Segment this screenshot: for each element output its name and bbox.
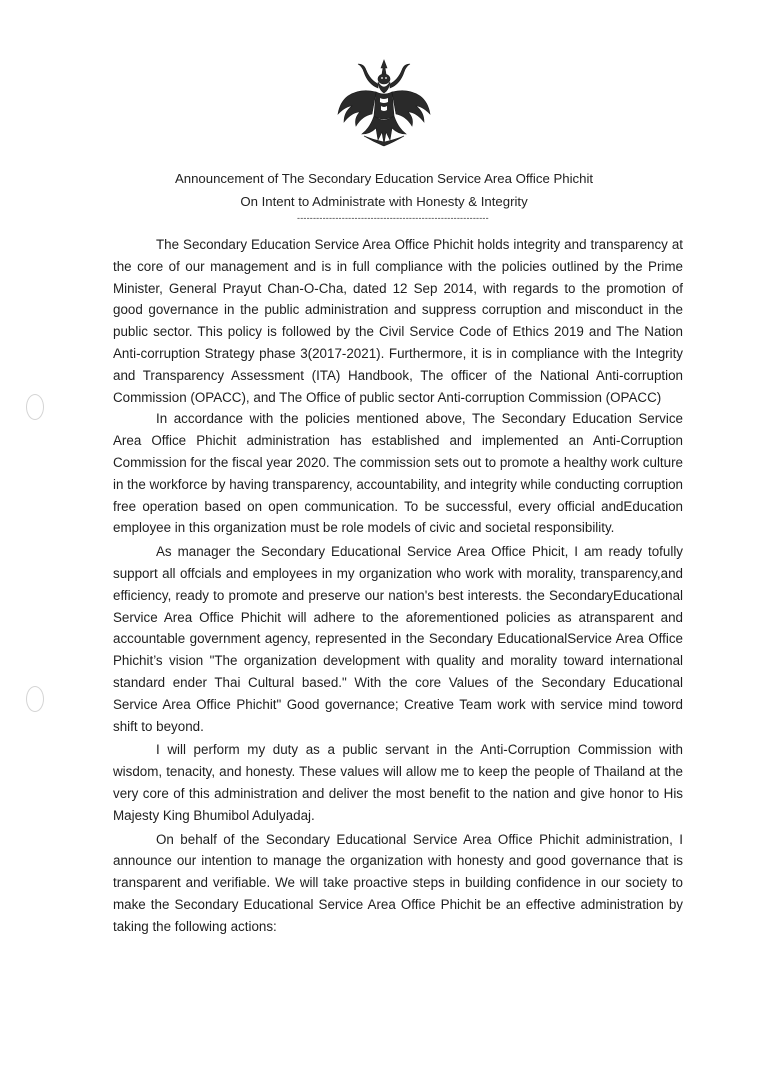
punch-hole-upper (26, 394, 44, 420)
punch-hole-lower (26, 686, 44, 712)
garuda-emblem-icon (334, 58, 434, 150)
paragraph-5: On behalf of the Secondary Educational Service Area Office Phichit administration, I announce our intention to manage the organization with honesty and good governance that is transparent and verifiable. We will take proactive steps in building confidence in our society to make the Secondary Educational Service Area Office Phichit be an effective administration by taking the following actions: (113, 831, 683, 934)
title-divider: ------------------------------------------------------------ (297, 213, 489, 223)
announcement-body (113, 234, 683, 938)
paragraph-1: The Secondary Education Service Area Office Phichit holds integrity and transparency at the core of our management and is in full compliance with the policies outlined by the Prime Minister, General Prayut Chan-O-Cha, dated 12 Sep 2014, with regards to the promotion of good governance in the public administration and suppress corruption and misconduct in the public sector. This policy is followed by the Civil Service Code of Ethics 2019 and The Nation Anti-corruption Strategy phase 3(2017-2021). Furthermore, it is in compliance with the Integrity and Transparency Assessment (ITA) Handbook, The officer of the National Anti-corruption Commission (OPACC), and The Office of public sector Anti-corruption Commission (OPACC) (113, 237, 683, 405)
paragraph-3: As manager the Secondary Educational Service Area Office Phicit, I am ready tofully support all offcials and employees in my organization who work with morality, transparency,and efficiency, ready to promote and preserve our nation's best interests. the SecondaryEducational Service Area Office Phichit will adhere to the aforementioned policies as atransparent and accountable government agency, represented in the Secondary EducationalService Area Office Phichit’s vision "The organization development with quality and morality toward international standard ender Thai Cultural based." With the core Values of the Secondary Educational Service Area Office Phichit" Good governance; Creative Team work with service mind toword shift to beyond. (113, 544, 683, 734)
announcement-title: Announcement of The Secondary Education Service Area Office Phichit (174, 171, 594, 186)
paragraph-2: In accordance with the policies mentioned above, The Secondary Education Service Area Office Phichit administration has established and implemented an Anti-Corruption Commission for the fiscal year 2020. The commission sets out to promote a healthy work culture in the workforce by having transparency, accountability, and integrity while conducting corruption free operation based on open communication. To be successful, every official andEducation employee in this organization must be role models of civic and societal responsibility. (113, 411, 683, 536)
paragraph-4: I will perform my duty as a public servant in the Anti-Corruption Commission with wisdom, tenacity, and honesty. These values will allow me to keep the people of Thailand at the very core of this administration and deliver the most benefit to the nation and give honor to His Majesty King Bhumibol Adulyadaj. (113, 742, 683, 823)
announcement-subtitle: On Intent to Administrate with Honesty & Integrity (240, 194, 528, 209)
